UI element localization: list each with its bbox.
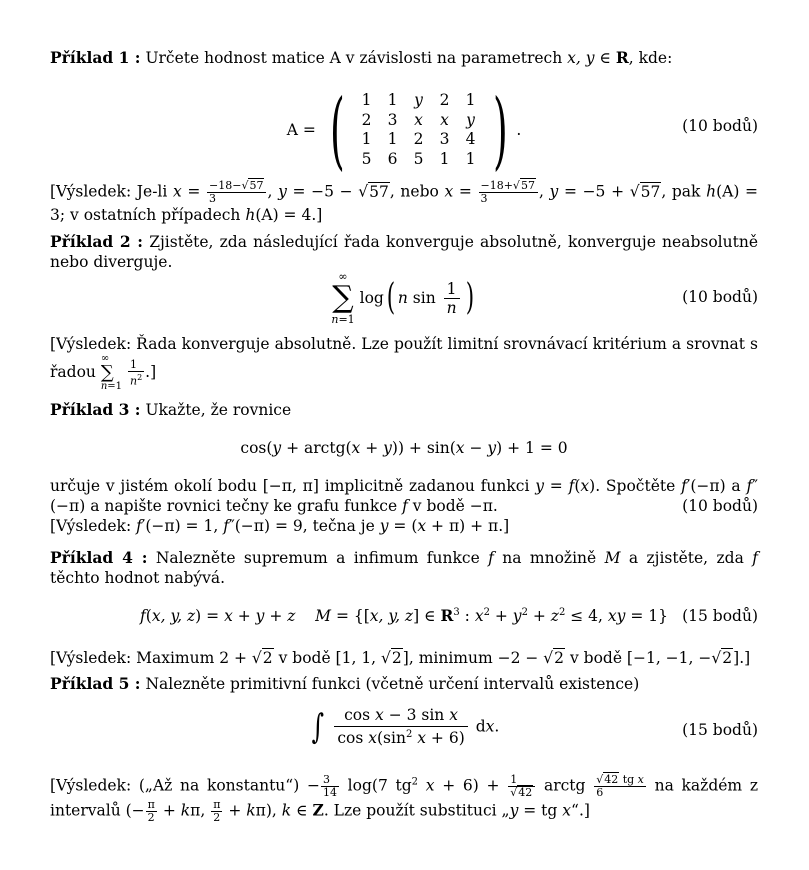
problem-5-label: Příklad 5 : xyxy=(50,674,141,693)
matrix-cell: y xyxy=(466,110,475,129)
matrix-grid xyxy=(354,91,484,169)
matrix-cell: x xyxy=(440,110,449,129)
problem-2-points: (10 bodů) xyxy=(682,288,758,306)
problem-3-result: [Výsledek: f′(−π) = 1, f″(−π) = 9, tečna je y = (x + π) + π.] xyxy=(50,517,510,535)
problem-1-label: Příklad 1 : xyxy=(50,48,141,67)
problem-2-statement: Příklad 2 : Zjistěte, zda následující řada konverguje absolutně, konverguje neabsolutně nebo diverguje. xyxy=(50,232,758,271)
problem-1-points: (10 bodů) xyxy=(682,117,758,135)
problem-4-label: Příklad 4 : xyxy=(50,548,148,567)
problem-5-statement xyxy=(50,674,758,694)
problem-1-result: [Výsledek: Je-li x = $\frac{-18-√57}{3}$ , y = −5 − √57, nebo x = $\frac{-18+√57}{3}$ , y = −5 + √57, pak h(A) = 3; v ostatních případech h(A) = 4.] xyxy=(50,179,758,224)
matrix-cell: 1 xyxy=(465,149,476,168)
matrix-cell: 1 xyxy=(361,130,372,148)
matrix-cell: 6 xyxy=(387,149,398,168)
matrix-cell: 2 xyxy=(413,130,424,148)
matrix-cell: 5 xyxy=(361,149,372,168)
problem-3-formula: cos(y + arctg(x + y)) + sin(x − y) + 1 = 0 xyxy=(240,439,568,457)
problem-2-label: Příklad 2 : xyxy=(50,232,144,251)
matrix-cell: 3 xyxy=(439,130,450,148)
matrix-cell: 1 xyxy=(387,130,398,148)
matrix-name: A = xyxy=(286,121,316,139)
problem-4-statement: Příklad 4 : Nalezněte supremum a infimum funkce f na množině M a zjistěte, zda f těchto hodnot nabývá. xyxy=(50,548,758,587)
problem-5-text: Nalezněte primitivní funkci (včetně určení intervalů existence) xyxy=(145,675,640,693)
problem-3-text2: určuje v jistém okolí bodu [−π, π] implicitně zadanou funkci y = f(x). Spočtěte f′(−π) a f″(−π) a napište rovnici tečny ke grafu funkce f v bodě −π. xyxy=(50,477,758,515)
matrix-cell: 1 xyxy=(361,91,372,109)
matrix-cell: 4 xyxy=(465,130,476,148)
matrix-cell: 1 xyxy=(387,91,398,109)
problem-4-result: [Výsledek: Maximum 2 + √2 v bodě [1, 1, √2], minimum −2 − √2 v bodě [−1, −1, −√2].] xyxy=(50,649,751,667)
problem-2-formula: ∞ ∑ n=1 log( n sin $\frac{1}{n}$ ) xyxy=(331,270,474,326)
problem-5-points: (15 bodů) xyxy=(682,721,758,739)
matrix-cell: 1 xyxy=(439,149,450,168)
matrix-cell: x xyxy=(414,110,423,129)
matrix-cell: 2 xyxy=(361,110,372,129)
problem-4-points: (15 bodů) xyxy=(682,607,758,625)
problem-4-formula: f(x, y, z) = x + y + z M = {[x, y, z] ∈ $R^3$ : $x^2 + y^2 + z^2 \le 4$, xy = 1} xyxy=(140,606,668,625)
problem-2-result: [Výsledek: Řada konverguje absolutně. Lze použít limitní srovnávací kritérium a srovnat s řadou ∞ ∑ n=1 $\frac{1}{n^2}$ .] xyxy=(50,335,758,392)
problem-3-text: Ukažte, že rovnice xyxy=(145,401,292,419)
problem-1-statement: Příklad 1 : Určete hodnost matice A v závislosti na parametrech x, y ∈ R, kde: xyxy=(50,48,673,67)
problem-3-statement xyxy=(50,400,758,420)
problem-3-label: Příklad 3 : xyxy=(50,400,141,419)
matrix-cell: 1 xyxy=(465,91,476,109)
problem-1-matrix: A = ( 1 1 y 2 1 2 3 x x y 1 1 2 3 4 5 6 5 1 1 ) . xyxy=(286,81,522,179)
matrix-cell: 2 xyxy=(439,91,450,109)
problem-3-points: (10 bodů) xyxy=(682,497,758,515)
matrix-cell: y xyxy=(414,91,423,109)
matrix-cell: 3 xyxy=(387,110,398,129)
matrix-cell: 5 xyxy=(413,149,424,168)
problem-5-formula: ∫ $\frac{\text{cos x − 3 sin x}}{\cos x(\sin^2 x + 6)}$ dx. xyxy=(311,706,500,747)
problem-5-result: [Výsledek: („Až na konstantu“) − $\frac{3}{14}$ log(7 $tg^2$ x + 6) + $\frac{1}{√42}$ arctg $\frac{\text{√42 tg x}}{6}$ na každém z intervalů (− $\frac{\pi}{2}$ + kπ, $\frac{\pi}{2}$ + kπ), k ∈ Z. Lze použít substituci „y = tg x“.] xyxy=(50,773,759,824)
